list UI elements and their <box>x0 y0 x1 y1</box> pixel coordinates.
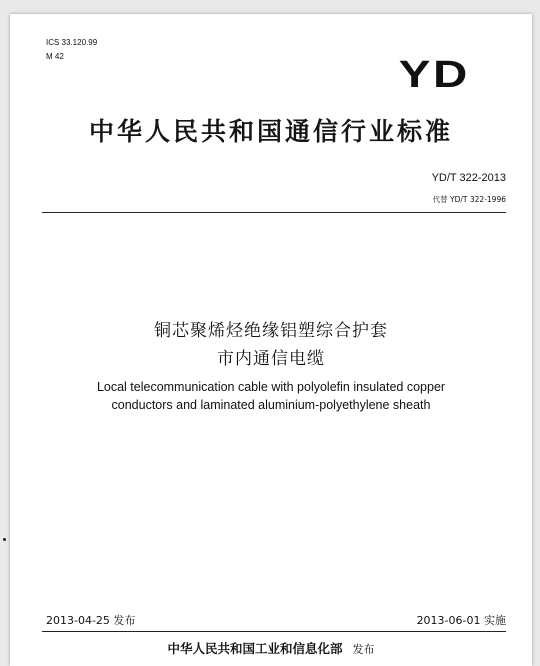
en-title-line-2: conductors and laminated aluminium-polyethylene sheath <box>111 398 431 412</box>
standard-number: YD/T 322-2013 <box>431 172 506 184</box>
margin-marker <box>3 538 6 541</box>
en-title-line-1: Local telecommunication cable with polyolefin insulated copper <box>96 380 446 394</box>
replaces-note: 代替 YD/T 322-1996 <box>432 195 506 204</box>
publisher-name: 中华人民共和国工业和信息化部 <box>167 641 343 656</box>
category-code: M 42 <box>46 52 64 61</box>
document-page <box>10 14 532 666</box>
implement-date: 2013-06-01 实施 <box>416 614 506 627</box>
standard-title: 中华人民共和国通信行业标准 <box>88 117 453 146</box>
header-divider <box>42 212 506 213</box>
footer-divider <box>42 631 506 632</box>
publish-date: 2013-04-25 发布 <box>46 614 136 627</box>
publisher-line <box>10 639 532 657</box>
issued-label: 发布 <box>352 643 375 656</box>
ics-code: ICS 33.120.99 <box>46 38 98 47</box>
yd-logo: YD <box>399 54 470 96</box>
cn-title-line-2: 市内通信电缆 <box>217 349 325 369</box>
cn-title-line-1: 铜芯聚烯烃绝缘铝塑综合护套 <box>154 321 388 341</box>
